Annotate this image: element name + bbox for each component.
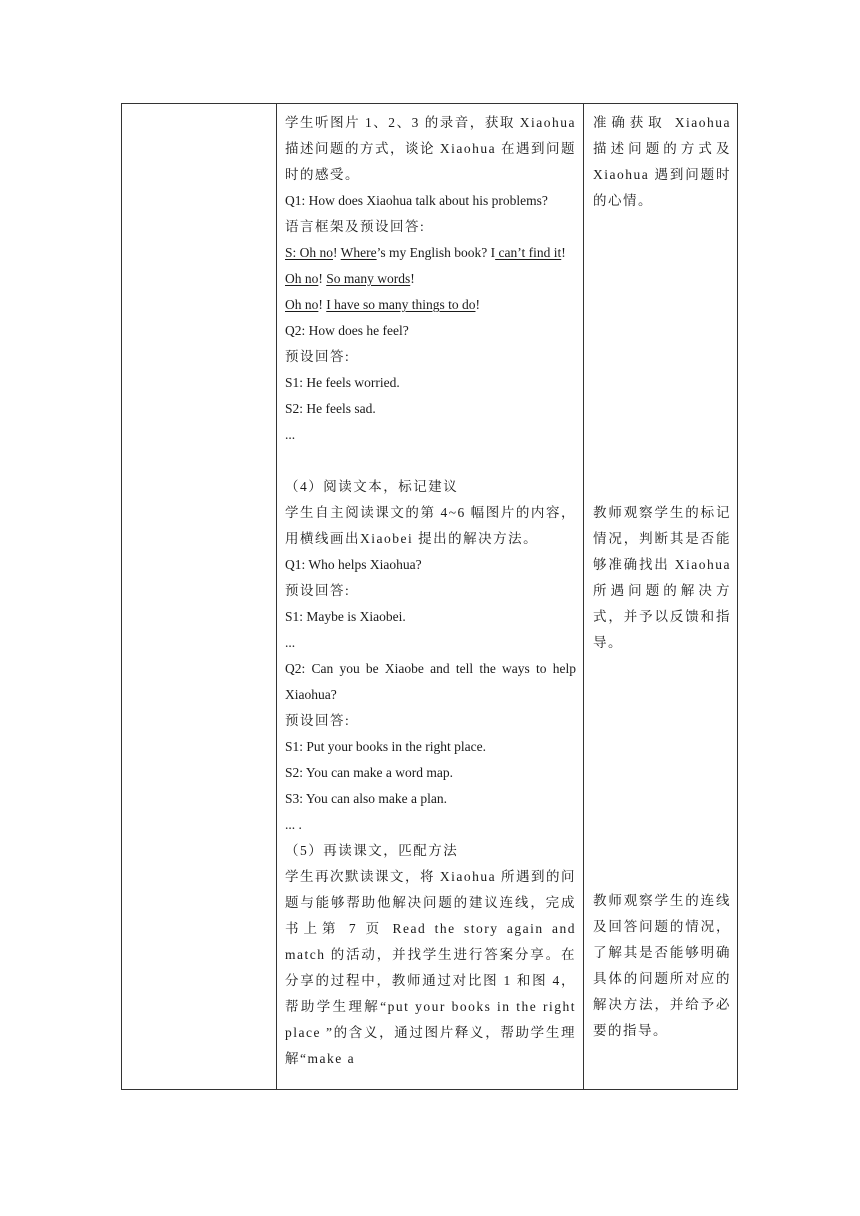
spacer [593,656,731,888]
note-1: 准确获取 Xiaohua 描述问题的方式及Xiaohua 遇到问题时的心情。 [593,115,731,208]
lesson-plan-table [121,103,738,1090]
block2-answer2: S1: Put your books in the right place. [285,739,486,754]
block1-ellipsis: ... [285,427,296,442]
block1-preset-label: 预设回答: [285,349,351,364]
block1-question1: Q1: How does Xiaohua talk about his problems? [285,193,548,208]
block2-question2: Q2: Can you be Xiaobe and tell the ways to help Xiaohua? [285,661,576,702]
block2-preset-label1: 预设回答: [285,583,351,598]
block1-answer2: S2: He feels sad. [285,401,376,416]
block1-sentence2: Oh no! So many words! [285,271,415,286]
block2-answer3: S2: You can make a word map. [285,765,453,780]
block1-answer1: S1: He feels worried. [285,375,400,390]
block2-answer4: S3: You can also make a plan. [285,791,447,806]
block3-heading: （5）再读课文，匹配方法 [285,843,459,858]
block1-sentence3: Oh no! I have so many things to do! [285,297,480,312]
block2-ellipsis2: ... . [285,817,302,832]
block1-frame-label: 语言框架及预设回答: [285,219,426,234]
block2-intro: 学生自主阅读课文的第 4~6 幅图片的内容，用横线画出Xiaobei 提出的解决方法。 [285,505,576,546]
block1-question2: Q2: How does he feel? [285,323,409,338]
block3-body: 学生再次默读课文，将 Xiaohua 所遇到的问题与能够帮助他解决问题的建议连线，完成书上第 7 页 Read the story again and match 的活动，并找学生进行答案分享。在分享的过程中，教师通过对比图 1 和图 4，帮助学生理解“put your books in the right place ”的含义，通过图片释义，帮助学生理解“make a [285,869,576,1066]
block2-ellipsis1: ... [285,635,296,650]
block2-preset-label2: 预设回答: [285,713,351,728]
spacer [593,214,731,500]
block2-question1: Q1: Who helps Xiaohua? [285,557,422,572]
note-3: 教师观察学生的连线及回答问题的情况，了解其是否能够明确具体的问题所对应的解决方法，并给予必要的指导。 [593,893,731,1038]
block2-answer1: S1: Maybe is Xiaobei. [285,609,406,624]
notes-column [584,104,738,1089]
block2-heading: （4）阅读文本，标记建议 [285,479,459,494]
spacer [285,448,576,474]
activities-column [277,104,583,1089]
block1-intro: 学生听图片 1、2、3 的录音，获取 Xiaohua 描述问题的方式，谈论 Xiaohua 在遇到问题时的感受。 [285,115,576,182]
block1-sentence1: S: Oh no! Where’s my English book? I can’t find it! [285,245,566,260]
note-2: 教师观察学生的标记情况，判断其是否能够准确找出 Xiaohua 所遇问题的解决方式，并予以反馈和指导。 [593,505,731,650]
